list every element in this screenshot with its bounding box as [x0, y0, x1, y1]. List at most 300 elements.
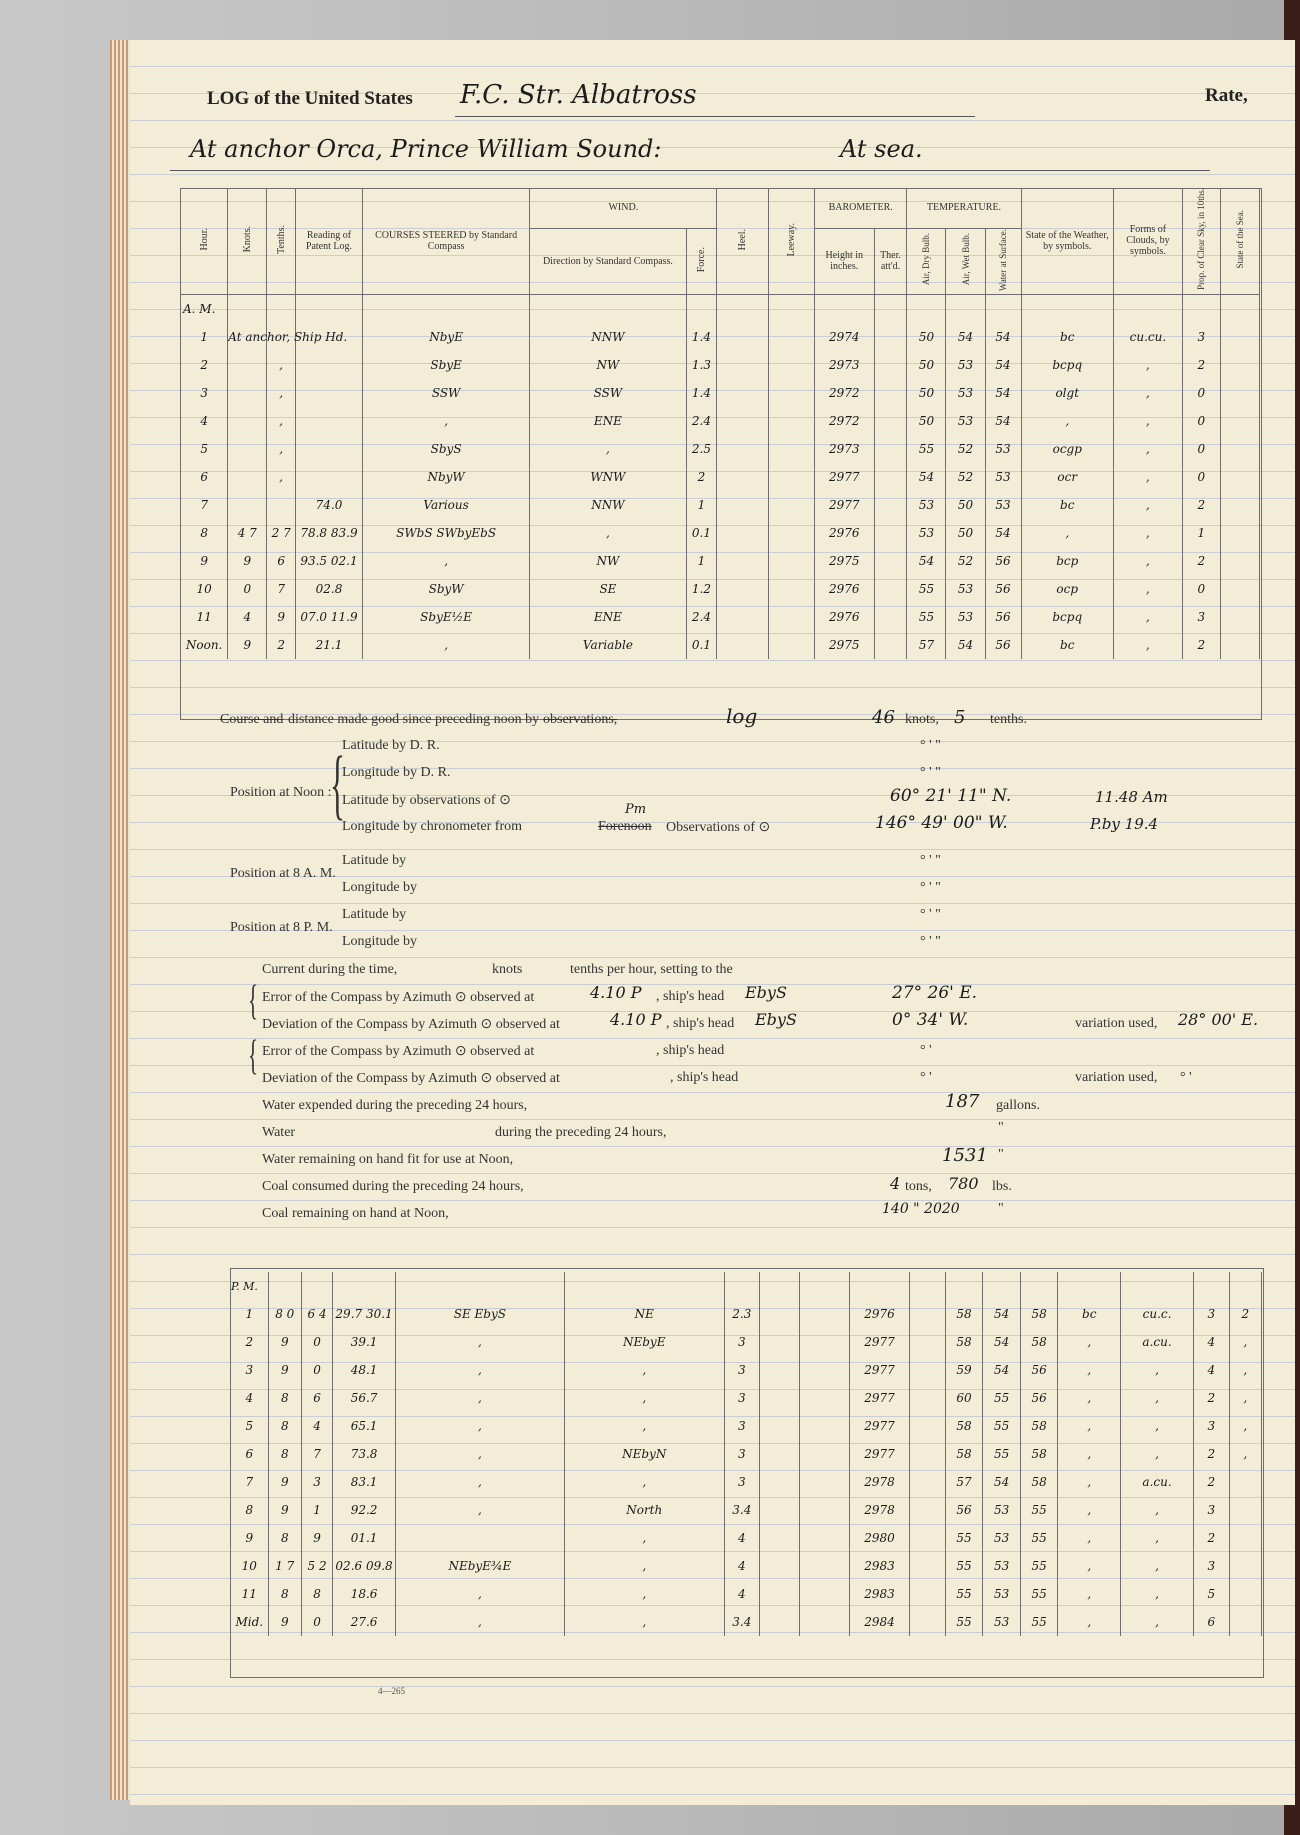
obs-strike: observations,: [543, 712, 618, 727]
am-cell-heel: [717, 519, 768, 547]
pm-cell-sea: [1229, 1468, 1261, 1496]
am-cell-leeway: [768, 379, 814, 407]
am-cell-wet: 54: [946, 323, 985, 351]
am-cell-wet: 50: [946, 491, 985, 519]
am-cell-water: 56: [985, 631, 1021, 659]
pm-cell-log: 29.7 30.1: [333, 1300, 396, 1328]
pm-cell-ther: [910, 1608, 945, 1636]
lbs-unit: lbs.: [992, 1179, 1012, 1194]
pm-cell-wind_dir: NEbyN: [564, 1440, 724, 1468]
pm-cell-water: 58: [1020, 1468, 1058, 1496]
am-cell-course: SbyW: [362, 575, 529, 603]
am-cell-dry: 50: [907, 407, 946, 435]
am-cell-leeway: [768, 351, 814, 379]
pm-cell-clouds: ,: [1121, 1496, 1194, 1524]
pm-cell-water: 55: [1020, 1608, 1058, 1636]
pm-cell-course: [395, 1524, 564, 1552]
am-row: [181, 463, 1260, 491]
period-pm: P. M.: [231, 1272, 269, 1300]
am-cell-dry: 54: [907, 547, 946, 575]
lat-obs-time: 11.48 Am: [1095, 788, 1168, 806]
pm-cell-force: 3: [724, 1328, 759, 1356]
pm-cell-hour: 3: [231, 1356, 269, 1384]
pm-cell-knots: 8: [268, 1524, 301, 1552]
am-cell-tenths: ,: [267, 351, 296, 379]
am-cell-weather: bcp: [1021, 547, 1113, 575]
pm-cell-dry: 58: [945, 1440, 983, 1468]
rate-label: Rate,: [1205, 85, 1248, 106]
am-cell-course: SbyE: [362, 351, 529, 379]
am-cell-heel: [717, 323, 768, 351]
am-cell-knots: [228, 463, 267, 491]
pm-cell-wet: 53: [983, 1496, 1021, 1524]
pm-row: [231, 1384, 1262, 1412]
am-cell-course: ,: [362, 547, 529, 575]
pm-cell-clear: 6: [1194, 1608, 1229, 1636]
am-cell-dry: 53: [907, 491, 946, 519]
pm-cell-sea: ,: [1229, 1356, 1261, 1384]
am-cell-leeway: [768, 631, 814, 659]
pm-cell-force: 2.3: [724, 1300, 759, 1328]
am-cell-ther: [874, 435, 907, 463]
col-hour: Hour.: [181, 188, 228, 294]
pm-cell-ther: [910, 1300, 945, 1328]
am-cell-wet: 53: [946, 351, 985, 379]
am-cell-hour: 6: [181, 463, 228, 491]
am-cell-sea: [1220, 379, 1259, 407]
am-cell-course: SSW: [362, 379, 529, 407]
am-cell-weather: bc: [1021, 631, 1113, 659]
pm-row: [231, 1524, 1262, 1552]
pm-cell-ther: [910, 1552, 945, 1580]
pm-cell-water: 58: [1020, 1328, 1058, 1356]
am-cell-force: 1.2: [686, 575, 717, 603]
pm-cell-force: 4: [724, 1524, 759, 1552]
pm-cell-weather: ,: [1058, 1440, 1121, 1468]
am-cell-wet: 52: [946, 463, 985, 491]
am-cell-clear: 3: [1182, 603, 1220, 631]
pm-cell-dry: 58: [945, 1412, 983, 1440]
am-cell-log: 02.8: [296, 575, 363, 603]
am-cell-clouds: ,: [1113, 407, 1182, 435]
am-cell-ther: [874, 603, 907, 631]
pm-cell-heel: [760, 1356, 800, 1384]
am-cell-log: [296, 379, 363, 407]
col-courses: COURSES STEERED by Standard Compass: [362, 188, 529, 294]
am-cell-dry: 50: [907, 323, 946, 351]
pm-cell-clouds: ,: [1121, 1524, 1194, 1552]
pm-cell-wind_dir: ,: [564, 1580, 724, 1608]
am-cell-clouds: cu.cu.: [1113, 323, 1182, 351]
am-cell-heel: [717, 351, 768, 379]
pm-cell-clear: 3: [1194, 1496, 1229, 1524]
am-cell-baro: 2975: [814, 547, 874, 575]
pm-cell-knots: 8: [268, 1440, 301, 1468]
pm-cell-wind_dir: ,: [564, 1356, 724, 1384]
lat-obs-label: Latitude by observations of ⊙: [342, 793, 511, 808]
vessel-name: F.C. Str. Albatross: [460, 80, 697, 110]
am-cell-dry: 55: [907, 603, 946, 631]
water-rem-label: Water remaining on hand fit for use at Noon,: [262, 1152, 514, 1167]
pm-cell-wind_dir: NEbyE: [564, 1328, 724, 1356]
am-cell-heel: [717, 631, 768, 659]
am-cell-force: 1: [686, 491, 717, 519]
am-cell-hour: 7: [181, 491, 228, 519]
dev1-label: Deviation of the Compass by Azimuth ⊙ observed at: [262, 1017, 560, 1032]
pm-cell-force: 3: [724, 1356, 759, 1384]
am-cell-water: 54: [985, 407, 1021, 435]
location-underline: [170, 170, 1210, 171]
err1-val: 27° 26' E.: [892, 983, 978, 1003]
long-chron-strike: Forenoon: [598, 819, 652, 834]
am-cell-sea: [1220, 435, 1259, 463]
am-cell-leeway: [768, 435, 814, 463]
am-cell-hour: 11: [181, 603, 228, 631]
am-cell-wind_dir: ENE: [530, 407, 686, 435]
pm-row: [231, 1300, 1262, 1328]
pm-cell-leeway: [799, 1580, 849, 1608]
am-cell-weather: bcpq: [1021, 603, 1113, 631]
lat-8pm-dms: ° ' ": [920, 907, 941, 922]
am-cell-sea: [1220, 463, 1259, 491]
pm-cell-heel: [760, 1384, 800, 1412]
col-knots: Knots.: [228, 188, 267, 294]
pm-cell-tenths: 0: [301, 1356, 332, 1384]
am-cell-sea: [1220, 407, 1259, 435]
pm-cell-leeway: [799, 1412, 849, 1440]
pm-cell-baro: 2976: [849, 1300, 910, 1328]
pm-cell-course: ,: [395, 1580, 564, 1608]
pm-cell-log: 01.1: [333, 1524, 396, 1552]
pm-cell-hour: 1: [231, 1300, 269, 1328]
am-cell-water: 53: [985, 491, 1021, 519]
am-cell-tenths: 9: [267, 603, 296, 631]
form-number: 4—265: [378, 1686, 405, 1696]
pm-cell-knots: 9: [268, 1608, 301, 1636]
am-cell-clear: 2: [1182, 491, 1220, 519]
pm-cell-dry: 59: [945, 1356, 983, 1384]
coal-cons-label: Coal consumed during the preceding 24 hours,: [262, 1179, 524, 1194]
pm-cell-hour: 5: [231, 1412, 269, 1440]
am-cell-leeway: [768, 603, 814, 631]
pm-cell-baro: 2983: [849, 1580, 910, 1608]
pm-cell-course: ,: [395, 1356, 564, 1384]
am-cell-wet: 53: [946, 603, 985, 631]
am-cell-course: NbyE: [362, 323, 529, 351]
pm-cell-ther: [910, 1328, 945, 1356]
pm-cell-ther: [910, 1384, 945, 1412]
pm-cell-sea: [1229, 1580, 1261, 1608]
am-cell-wind_dir: ,: [530, 519, 686, 547]
am-cell-knots: 4: [228, 603, 267, 631]
long-8pm-label: Longitude by: [342, 934, 418, 949]
position-noon-label: Position at Noon :: [230, 785, 332, 800]
pm-cell-wet: 54: [983, 1300, 1021, 1328]
am-cell-wet: 50: [946, 519, 985, 547]
am-cell-wind_dir: Variable: [530, 631, 686, 659]
am-cell-log: 93.5 02.1: [296, 547, 363, 575]
am-cell-heel: [717, 379, 768, 407]
am-cell-hour: 10: [181, 575, 228, 603]
col-baro-height: Height in inches.: [814, 228, 874, 294]
am-cell-leeway: [768, 547, 814, 575]
am-cell-force: 2.4: [686, 407, 717, 435]
am-cell-force: 0.1: [686, 631, 717, 659]
am-cell-baro: 2974: [814, 323, 874, 351]
pm-cell-baro: 2977: [849, 1412, 910, 1440]
am-cell-log: [296, 351, 363, 379]
am-cell-knots: 9: [228, 631, 267, 659]
am-cell-ther: [874, 379, 907, 407]
am-cell-heel: [717, 463, 768, 491]
pm-cell-dry: 60: [945, 1384, 983, 1412]
err1-head-label: , ship's head: [656, 989, 725, 1004]
am-cell-water: 54: [985, 323, 1021, 351]
am-cell-wet: 52: [946, 435, 985, 463]
long-8pm-dms: ° ' ": [920, 934, 941, 949]
pm-cell-force: 3: [724, 1440, 759, 1468]
water-ditto: ": [998, 1120, 1004, 1135]
pm-cell-heel: [760, 1496, 800, 1524]
pm-cell-log: 48.1: [333, 1356, 396, 1384]
pm-cell-knots: 1 7: [268, 1552, 301, 1580]
pm-row: [231, 1328, 1262, 1356]
pm-cell-tenths: 9: [301, 1524, 332, 1552]
tenths-unit: tenths.: [990, 712, 1027, 727]
pm-cell-tenths: 0: [301, 1328, 332, 1356]
pm-cell-sea: ,: [1229, 1412, 1261, 1440]
am-row: [181, 407, 1260, 435]
pm-cell-water: 55: [1020, 1496, 1058, 1524]
am-cell-clouds: ,: [1113, 547, 1182, 575]
col-tenths: Tenths.: [267, 188, 296, 294]
am-cell-water: 53: [985, 435, 1021, 463]
col-force: Force.: [686, 228, 717, 294]
am-cell-clouds: ,: [1113, 575, 1182, 603]
pm-cell-force: 4: [724, 1552, 759, 1580]
pm-cell-hour: Mid.: [231, 1608, 269, 1636]
pm-cell-force: 3: [724, 1384, 759, 1412]
col-heel: Heel.: [717, 188, 768, 294]
am-cell-log: 07.0 11.9: [296, 603, 363, 631]
pm-cell-force: 3: [724, 1468, 759, 1496]
am-cell-force: 1.4: [686, 323, 717, 351]
pm-cell-tenths: 4: [301, 1412, 332, 1440]
am-cell-clouds: ,: [1113, 631, 1182, 659]
am-cell-weather: bc: [1021, 491, 1113, 519]
am-cell-knots: 9: [228, 547, 267, 575]
pm-cell-leeway: [799, 1608, 849, 1636]
pm-cell-knots: 8 0: [268, 1300, 301, 1328]
pm-cell-dry: 55: [945, 1580, 983, 1608]
am-cell-log: [296, 435, 363, 463]
pm-cell-weather: ,: [1058, 1384, 1121, 1412]
water-during: during the preceding 24 hours,: [495, 1125, 667, 1140]
am-cell-hour: 4: [181, 407, 228, 435]
pm-cell-clouds: ,: [1121, 1384, 1194, 1412]
long-chron-ins: Pm: [625, 802, 647, 817]
pm-cell-leeway: [799, 1468, 849, 1496]
pm-cell-clouds: ,: [1121, 1412, 1194, 1440]
pm-cell-tenths: 8: [301, 1580, 332, 1608]
am-cell-wind_dir: SE: [530, 575, 686, 603]
am-cell-sea: [1220, 351, 1259, 379]
am-cell-weather: bcpq: [1021, 351, 1113, 379]
am-cell-knots: [228, 351, 267, 379]
dev1-head-label: , ship's head: [666, 1016, 735, 1031]
am-cell-log: [296, 463, 363, 491]
pm-cell-log: 65.1: [333, 1412, 396, 1440]
coal-tons-val: 4: [890, 1174, 901, 1193]
pm-row: [231, 1608, 1262, 1636]
pm-cell-sea: ,: [1229, 1440, 1261, 1468]
am-cell-course: SbyS: [362, 435, 529, 463]
am-cell-baro: 2976: [814, 575, 874, 603]
am-cell-course: ,: [362, 631, 529, 659]
pm-cell-ther: [910, 1580, 945, 1608]
col-patent-log: Reading of Patent Log.: [296, 188, 363, 294]
course-label: distance made good since preceding noon by: [288, 712, 540, 727]
pm-cell-clouds: ,: [1121, 1552, 1194, 1580]
pm-cell-sea: [1229, 1608, 1261, 1636]
pm-cell-wind_dir: ,: [564, 1524, 724, 1552]
err2-head-label: , ship's head: [656, 1043, 725, 1058]
am-row: [181, 519, 1260, 547]
pm-cell-course: ,: [395, 1440, 564, 1468]
pm-cell-weather: ,: [1058, 1552, 1121, 1580]
am-cell-wind_dir: ,: [530, 435, 686, 463]
pm-cell-log: 27.6: [333, 1608, 396, 1636]
am-cell-tenths: ,: [267, 435, 296, 463]
pm-cell-clear: 2: [1194, 1384, 1229, 1412]
am-cell-wind_dir: WNW: [530, 463, 686, 491]
am-cell-water: 53: [985, 463, 1021, 491]
am-cell-weather: ocp: [1021, 575, 1113, 603]
long-chron-note: P.by 19.4: [1090, 815, 1159, 833]
col-clouds: Forms of Clouds, by symbols.: [1113, 188, 1182, 294]
lat-8pm-label: Latitude by: [342, 907, 407, 922]
pm-cell-weather: ,: [1058, 1412, 1121, 1440]
pm-cell-weather: ,: [1058, 1356, 1121, 1384]
am-cell-ther: [874, 575, 907, 603]
col-ther-att: Ther. att'd.: [874, 228, 907, 294]
am-cell-hour: Noon.: [181, 631, 228, 659]
am-cell-leeway: [768, 491, 814, 519]
pm-cell-clear: 5: [1194, 1580, 1229, 1608]
pm-cell-leeway: [799, 1440, 849, 1468]
err1-head: EbyS: [745, 983, 787, 1002]
pm-cell-log: 18.6: [333, 1580, 396, 1608]
current-tenths: tenths per hour, setting to the: [570, 962, 733, 977]
am-cell-knots: [228, 491, 267, 519]
pm-cell-sea: [1229, 1496, 1261, 1524]
am-cell-heel: [717, 435, 768, 463]
coal-lbs-val: 780: [948, 1174, 979, 1193]
am-cell-baro: 2977: [814, 463, 874, 491]
am-cell-ther: [874, 323, 907, 351]
pm-cell-water: 55: [1020, 1580, 1058, 1608]
current-knots: knots: [492, 962, 523, 977]
pm-cell-weather: bc: [1058, 1300, 1121, 1328]
variation2-dm: ° ': [1180, 1070, 1192, 1085]
dev1-val: 0° 34' W.: [892, 1010, 969, 1030]
pm-cell-clear: 4: [1194, 1356, 1229, 1384]
am-cell-weather: bc: [1021, 323, 1113, 351]
pm-cell-tenths: 6: [301, 1384, 332, 1412]
am-cell-dry: 57: [907, 631, 946, 659]
am-row: [181, 575, 1260, 603]
pm-cell-leeway: [799, 1552, 849, 1580]
location-right: At sea.: [840, 135, 923, 163]
err1-brace: {: [248, 978, 259, 1024]
lat-obs-val: 60° 21' 11" N.: [890, 786, 1012, 806]
am-cell-course: NbyW: [362, 463, 529, 491]
am-cell-baro: 2976: [814, 519, 874, 547]
am-cell-ther: [874, 519, 907, 547]
am-cell-leeway: [768, 519, 814, 547]
pm-cell-wet: 54: [983, 1468, 1021, 1496]
am-cell-water: 54: [985, 519, 1021, 547]
am-cell-dry: 54: [907, 463, 946, 491]
am-cell-knots: 0: [228, 575, 267, 603]
pm-cell-hour: 11: [231, 1580, 269, 1608]
pm-cell-weather: ,: [1058, 1608, 1121, 1636]
col-wind: WIND.: [530, 188, 717, 228]
pm-cell-baro: 2977: [849, 1356, 910, 1384]
pm-cell-dry: 55: [945, 1552, 983, 1580]
am-cell-ther: [874, 491, 907, 519]
am-cell-clear: 0: [1182, 463, 1220, 491]
pm-cell-water: 55: [1020, 1524, 1058, 1552]
pm-cell-ther: [910, 1440, 945, 1468]
pm-cell-log: 39.1: [333, 1328, 396, 1356]
pm-cell-ther: [910, 1412, 945, 1440]
am-cell-knots: At anchor, Ship Hd.: [228, 323, 267, 351]
pm-cell-tenths: 7: [301, 1440, 332, 1468]
am-cell-clear: 2: [1182, 351, 1220, 379]
am-cell-clear: 3: [1182, 323, 1220, 351]
pm-cell-weather: ,: [1058, 1468, 1121, 1496]
am-cell-force: 0.1: [686, 519, 717, 547]
page-edges: [110, 40, 132, 1800]
am-cell-baro: 2972: [814, 379, 874, 407]
am-cell-force: 2: [686, 463, 717, 491]
pm-cell-hour: 6: [231, 1440, 269, 1468]
am-cell-weather: olgt: [1021, 379, 1113, 407]
am-cell-tenths: 2 7: [267, 519, 296, 547]
pm-cell-baro: 2983: [849, 1552, 910, 1580]
am-cell-clear: 0: [1182, 379, 1220, 407]
pm-cell-leeway: [799, 1328, 849, 1356]
am-cell-leeway: [768, 463, 814, 491]
pm-cell-heel: [760, 1468, 800, 1496]
pm-cell-ther: [910, 1356, 945, 1384]
pm-cell-course: ,: [395, 1468, 564, 1496]
pm-cell-dry: 55: [945, 1608, 983, 1636]
pm-cell-ther: [910, 1524, 945, 1552]
coal-rem-label: Coal remaining on hand at Noon,: [262, 1206, 449, 1221]
pm-cell-course: ,: [395, 1412, 564, 1440]
pm-cell-leeway: [799, 1384, 849, 1412]
pm-cell-hour: 8: [231, 1496, 269, 1524]
knots-unit: knots,: [905, 712, 939, 727]
pm-cell-weather: ,: [1058, 1328, 1121, 1356]
long-dr-dms: ° ' ": [920, 765, 941, 780]
am-cell-wind_dir: NNW: [530, 323, 686, 351]
dev1-time: 4.10 P: [610, 1010, 662, 1029]
am-cell-water: 56: [985, 547, 1021, 575]
course-knots-val: 46: [872, 707, 895, 728]
